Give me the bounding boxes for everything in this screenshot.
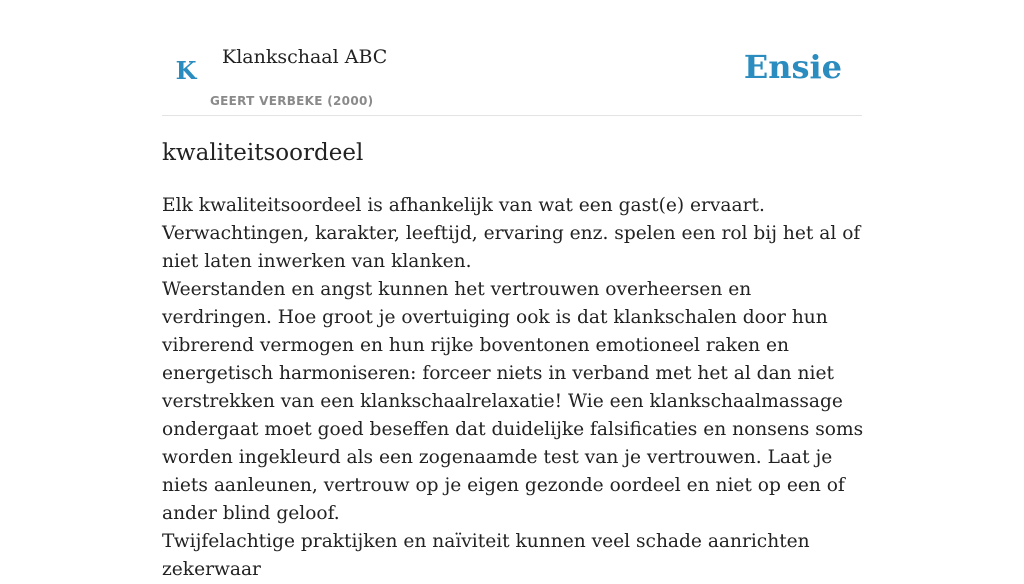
author-label: GEERT VERBEKE (2000) [210, 94, 374, 108]
article-body [162, 192, 864, 584]
book-avatar[interactable]: K [175, 55, 197, 85]
paragraph: Weerstanden en angst kunnen het vertrouwen overheersen en verdringen. Hoe groot je overtuiging ook is dat klankschalen door hun vibrerend vermogen en hun rijke boventonen emotioneel raken en energetisch harmoniseren: forceer niets in verband met het al dan niet verstrekken van een klankschaalrelaxatie! Wie een klankschaalmassage ondergaat moet goed beseffen dat duidelijke falsificaties en nonsens soms worden ingekleurd als een zogenaamde test van je vertrouwen. Laat je niets aanleunen, vertrouw op je eigen gezonde oordeel en niet op een of ander blind geloof. [162, 279, 864, 524]
paragraph: Twijfelachtige praktijken en naïviteit kunnen veel schade aanrichten zekerwaar [162, 531, 810, 580]
book-title[interactable]: Klankschaal ABC [222, 46, 388, 68]
article-title: kwaliteitsoordeel [162, 140, 364, 166]
paragraph: Elk kwaliteitsoordeel is afhankelijk van wat een gast(e) ervaart. Verwachtingen, karakter, leeftijd, ervaring enz. spelen een rol bij het al of niet laten inwerken van klanken. [162, 195, 861, 272]
ensie-logo[interactable]: Ensie [743, 48, 842, 86]
header [162, 0, 862, 116]
